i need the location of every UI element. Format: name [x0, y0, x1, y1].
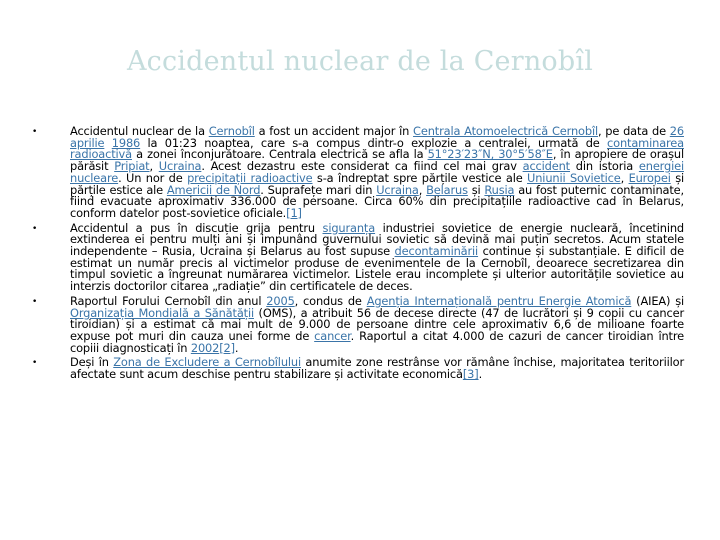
text-run: . Un nor de [118, 170, 188, 185]
text-run: (AIEA) și [631, 293, 684, 308]
bullet-list [32, 126, 684, 384]
text-run: Accidentul a pus în discuție grija pentru [70, 220, 323, 235]
inline-link[interactable]: Uniunii Sovietice [527, 170, 621, 185]
bullet-icon: • [32, 296, 38, 307]
text-run: , în apropiere de orașul părăsit [70, 147, 684, 174]
text-run: a fost un accident major în [254, 124, 414, 138]
inline-link[interactable]: precipitații radioactive [187, 170, 313, 185]
inline-link[interactable]: Belarus [426, 182, 468, 197]
text-run: anumite zone restrânse vor rămâne închise, majoritatea teritoriilor afectate sunt acum deschise pentru stabilizare și activitate economică [70, 355, 684, 382]
text-run: . Raportul a citat 4.000 de cazuri de cancer tiroidian între copiii diagnosticați în [70, 328, 684, 355]
inline-link[interactable]: [2] [219, 340, 235, 355]
slide-title: Accidentul nuclear de la Cernobîl [126, 46, 594, 77]
inline-link[interactable]: Americii de Nord [166, 182, 261, 197]
text-run: . [478, 367, 483, 382]
inline-link[interactable]: Centrala Atomoelectrică Cernobîl [413, 124, 598, 138]
bullet-icon: • [32, 223, 38, 234]
inline-link[interactable]: Ucraina [376, 182, 419, 197]
text-run: și [467, 182, 485, 197]
bullet-text [70, 293, 684, 355]
inline-link[interactable]: Ucraina [158, 159, 202, 174]
bullet-text [70, 220, 684, 294]
inline-link[interactable]: 26 aprilie [70, 124, 684, 150]
text-run: Raportul Forului Cernobîl din anul [70, 293, 267, 308]
bullet-item [32, 220, 684, 294]
bullet-text [70, 126, 684, 220]
text-run: . [234, 340, 239, 355]
text-run: , condus de [294, 293, 367, 308]
text-run: , [620, 170, 629, 185]
inline-link[interactable]: Cernobîl [208, 124, 255, 138]
text-run: Accidentul nuclear de la [70, 124, 209, 138]
inline-link[interactable]: energiei nucleare [70, 159, 684, 185]
inline-link[interactable]: Zona de Excludere a Cernobîlului [113, 355, 301, 370]
text-run: au fost puternic contaminate, fiind evacuate aproximativ 336.000 de persoane. Circa 60% din precipitațiile radioactive cad în Belarus, conform datelor post-sovietice oficiale. [70, 182, 684, 220]
text-run: . Acest dezastru este considerat ca fiind cel mai grav [201, 159, 523, 174]
inline-link[interactable]: siguranța [322, 220, 376, 235]
text-run: . Suprafețe mari din [260, 182, 377, 197]
inline-link[interactable]: Pripiat [114, 159, 150, 174]
text-run: a zonei înconjurătoare. Centrala electrică se afla la [131, 147, 428, 162]
bullet-icon: • [32, 358, 38, 369]
bullet-item [32, 126, 684, 220]
text-run: din istoria [570, 159, 639, 174]
bullet-item [32, 293, 684, 355]
inline-link[interactable]: 51°23′23″N, 30°5′58″E [427, 147, 553, 162]
text-run: la 01:23 noaptea, care s-a compus dintr-o explozie a centralei, urmată de [140, 135, 608, 150]
bullet-icon: • [32, 127, 38, 137]
inline-link[interactable]: [3] [462, 367, 479, 382]
inline-link[interactable]: contaminarea radioactivă [70, 135, 684, 162]
inline-link[interactable]: Organizația Mondială a Sănătății [70, 305, 254, 320]
text-run: , [418, 182, 427, 197]
inline-link[interactable]: 2002 [190, 340, 220, 355]
text-run: (OMS), a atribuit 56 de decese directe (47 de lucrători și 9 copii cu cancer tiroidian) și a estimat că mai mult de 9.000 de persoane dintre cele aproximativ 6,6 de milioane foarte expuse pot muri din cauza unei forme de [70, 305, 684, 343]
text-run: industriei sovietice de energie nucleară, încetinind extinderea ei pentru mulți ani și impunând guvernului sovietic să devină mai puțin secretos. Acum statele independente – Rusia, Ucraina și Belarus au fost supuse [70, 220, 684, 259]
inline-link[interactable]: cancer [314, 328, 351, 343]
inline-link[interactable]: Rusia [484, 182, 515, 197]
inline-link[interactable]: Agenția Internațională pentru Energie Atomică [366, 293, 632, 308]
inline-link[interactable]: [1] [286, 205, 302, 220]
text-run: s-a îndreptat spre părțile vestice ale [312, 170, 528, 185]
text-run: și părțile estice ale [70, 170, 684, 197]
inline-link[interactable]: 2005 [266, 293, 295, 308]
text-run: Deși în [70, 355, 114, 370]
inline-link[interactable]: Europei [628, 170, 671, 185]
bullet-item [32, 357, 684, 380]
inline-link[interactable]: 1986 [111, 135, 141, 150]
inline-link[interactable]: decontaminării [394, 244, 479, 259]
inline-link[interactable]: accident [522, 159, 571, 174]
bullet-text [70, 357, 684, 380]
text-run: , pe data de [597, 124, 670, 138]
text-run: , [149, 159, 159, 174]
text-run: continue și substanțiale. E dificil de estimat un număr precis al victimelor produse de evenimentele de la Cernobîl, deoarece secretizarea din timpul sovietic a îngreunat numărarea victimelor. Listele erau incomplete și ulterior autoritățile sovietice au interzis doctorilor citarea „radiație” din certificatele de deces. [70, 244, 684, 294]
